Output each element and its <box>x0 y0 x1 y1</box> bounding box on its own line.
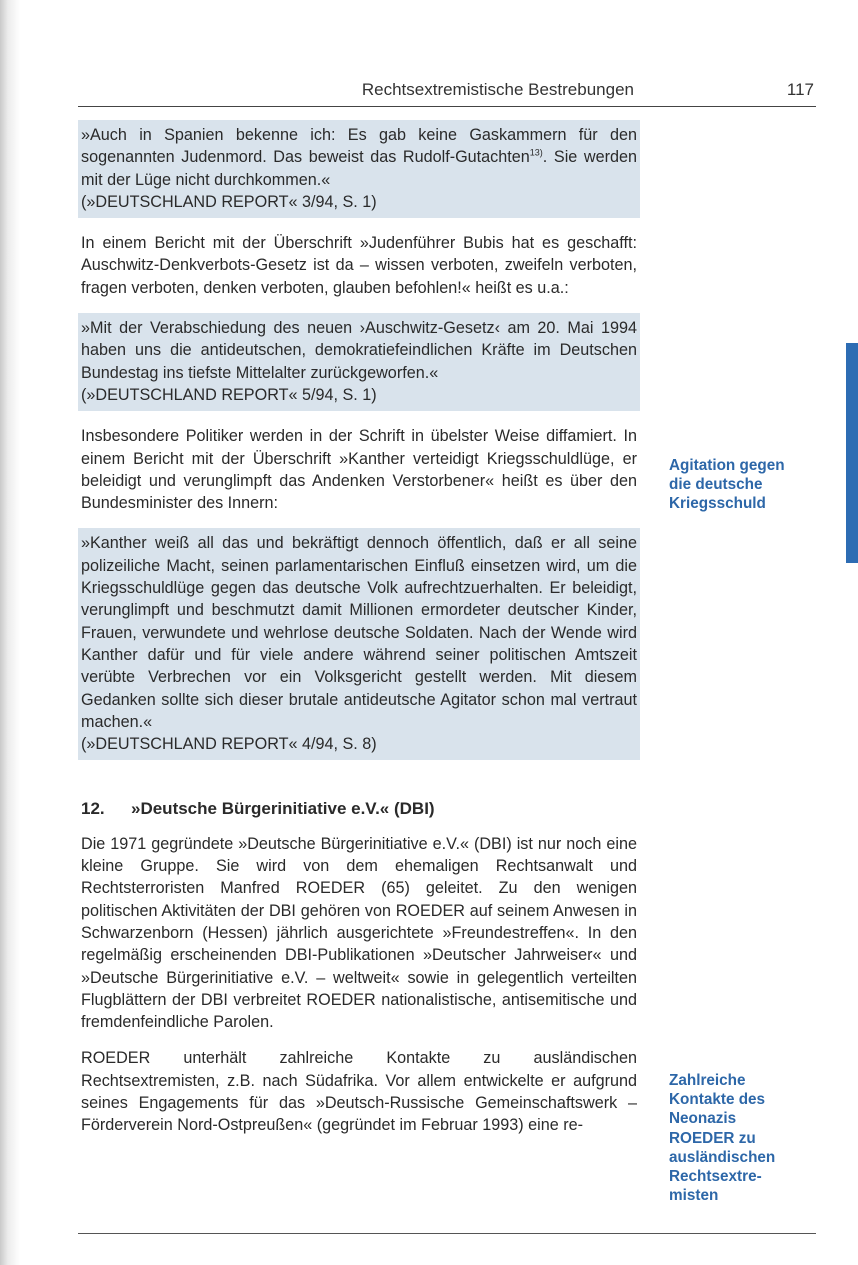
margin-note-line: die deutsche <box>669 476 763 494</box>
page-number: 117 <box>786 80 814 99</box>
margin-note-line: ausländischen <box>669 1148 776 1166</box>
paragraph-3: Die 1971 gegründete »Deutsche Bürgerinitiative e.V.« (DBI) ist nur noch eine kleine Gruppe. Sie wird von dem ehemaligen Rechtsanwalt und Rechtsterroristen Manfred ROEDER (65) geleitet. Zu den wenigen politischen Aktivitäten der DBI gehören von ROEDER auf seinem Anwesen in Schwarzenborn (Hessen) jährlich ausgerichtete »Freundestreffen«. In den regelmäßig erscheinenden DBI-Publikationen »Deutscher Jahrweiser« und »Deutsche Bürgerinitiative e.V. – weltweit« sowie in gelegentlich verteilten Flugblättern der DBI verbreitet ROEDER nationalistische, antisemitische und fremdenfeindliche Parolen. <box>81 834 637 1032</box>
margin-note-line: Neonazis <box>669 1110 737 1128</box>
quote-block-2 <box>78 313 640 411</box>
section-heading <box>81 798 640 820</box>
running-header <box>78 80 816 107</box>
paragraph-2: Insbesondere Politiker werden in der Schrift in übelster Weise diffamiert. In einem Bericht mit der Überschrift »Kanther verteidigt Kriegsschuldlüge, er beleidigt und verunglimpft das Andenken Verstorbener« heißt es über den Bundesminister des Innern: <box>81 427 637 513</box>
footnote-marker: 13) <box>529 147 543 158</box>
margin-note-roeder-kontakte <box>669 1071 829 1205</box>
margin-note-line: ROEDER zu <box>669 1129 756 1147</box>
section-title: »Deutsche Bürgerinitiative e.V.« (DBI) <box>131 799 435 819</box>
chapter-tab-marker <box>846 343 858 563</box>
paragraph-4: ROEDER unterhält zahlreiche Kontakte zu ausländischen Rechtsextremisten, z.B. nach Südafrika. Vor allem entwickelte er aufgrund seines Engagements für das »Deutsch-Russische Gemeinschaftswerk – Förderverein Nord-Ostpreußen« (gegründet im Februar 1993) eine re- <box>81 1049 637 1135</box>
quote-text: »Mit der Verabschiedung des neuen ›Auschwitz-Gesetz‹ am 20. Mai 1994 haben uns die antideutschen, demokratiefeindlichen Kräfte im Deutschen Bundestag ins tiefste Mittelalter zurückgeworfen.« <box>81 319 637 382</box>
margin-note-line: Zahlreiche <box>669 1072 746 1089</box>
paragraph-1: In einem Bericht mit der Überschrift »Judenführer Bubis hat es geschafft: Auschwitz-Denkverbots-Gesetz ist da – wissen verboten, zweifeln verboten, fragen verboten, denken verboten, glauben befohlen!« heißt es u.a.: <box>81 234 637 297</box>
quote-block-1 <box>78 120 640 218</box>
margin-note-line: Agitation gegen <box>669 457 785 474</box>
quote-text-continued: . Sie werden mit der Lüge nicht durchkommen.« <box>81 148 637 189</box>
margin-note-line: Kontakte des <box>669 1091 766 1109</box>
binding-shadow <box>0 0 20 1265</box>
margin-note-line: misten <box>669 1187 719 1205</box>
quote-text: »Kanther weiß all das und bekräftigt dennoch öffentlich, daß er all seine polizeiliche Macht, seinen parlamentarischen Einfluß einsetzen wird, um die Kriegsschuldlüge gegen das deutsche Volk aufrechtzuerhalten. Er beleidigt, verunglimpft und beschmutzt damit Millionen ermordeter deutscher Kinder, Frauen, verwundete und wehrlose deutsche Soldaten. Nach der Wende wird Kanther dafür und für viele andere während seiner politischen Amtszeit verübte Verbrechen vor ein Volksgericht gestellt werden. Mit diesem Gedanken sollte sich dieser brutale antideutsche Agitator schon mal vertraut machen.« <box>81 534 637 731</box>
quote-source: (»DEUTSCHLAND REPORT« 3/94, S. 1) <box>81 192 377 211</box>
quote-source: (»DEUTSCHLAND REPORT« 4/94, S. 8) <box>81 735 377 754</box>
quote-block-3 <box>78 528 640 760</box>
margin-note-line: Kriegsschuld <box>669 495 766 513</box>
header-title: Rechtsextremistische Bestrebungen <box>361 80 634 99</box>
quote-text: »Auch in Spanien bekenne ich: Es gab keine Gaskammern für den sogenannten Judenmord. Das beweist das Rudolf-Gutachten <box>81 126 637 167</box>
section-number: 12. <box>81 799 105 819</box>
margin-note-kriegsschuld <box>669 456 829 514</box>
footer-rule <box>78 1233 816 1234</box>
margin-note-line: Rechtsextre- <box>669 1168 762 1186</box>
quote-source: (»DEUTSCHLAND REPORT« 5/94, S. 1) <box>81 385 377 404</box>
main-column <box>78 120 640 1151</box>
